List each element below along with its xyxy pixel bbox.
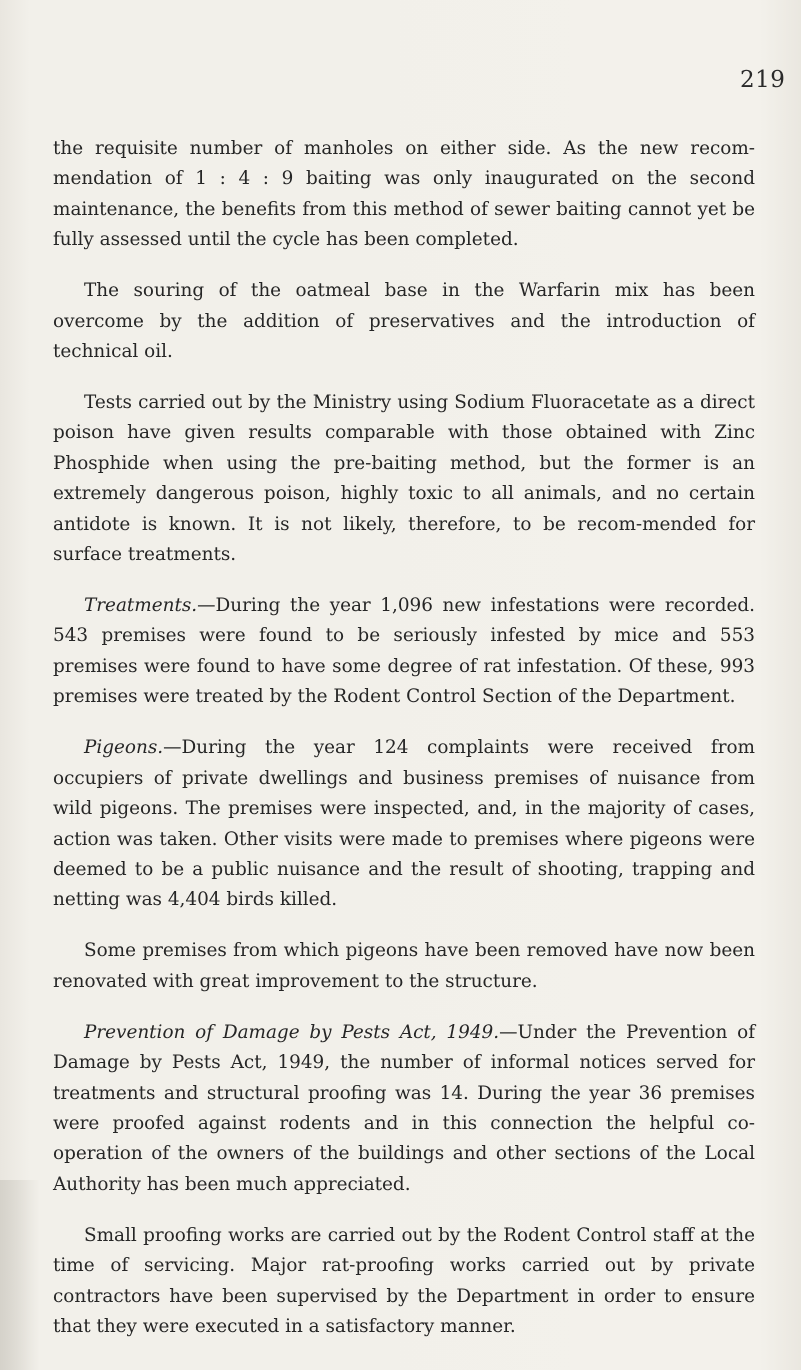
paragraph-treatments — [53, 591, 755, 713]
paragraph-text: —During the year 124 complaints were received from occupiers of private dwellings and business premises of nuisance from wild pigeons. The premises were inspected, and, in the majority of cases, action was taken. Other visits were made to premises where pigeons were deemed to be a public nuisance and the result of shooting, trapping and netting was 4,404 birds killed. — [53, 737, 755, 911]
section-heading-prevention-act: Prevention of Damage by Pests Act, 1949. — [84, 1021, 500, 1043]
paragraph-manholes — [53, 134, 755, 256]
section-heading-pigeons: Pigeons. — [84, 737, 164, 759]
paragraph-text: The souring of the oatmeal base in the Warfarin mix has been overcome by the addition of preservatives and the introduction of technical oil. — [53, 280, 755, 363]
paragraph-text: —During the year 1,096 new infestations were recorded. 543 premises were found to be seriously infested by mice and 553 premises were found to have some degree of rat infestation. Of these, 993 premises were treated by the Rodent Control Section of the Department. — [53, 595, 755, 708]
section-heading-treatments: Treatments. — [84, 595, 198, 617]
body-text — [53, 134, 755, 1363]
page-number: 219 — [740, 67, 786, 93]
paragraph-text: —Under the Prevention of Damage by Pests Act, 1949, the number of informal notices served for treatments and structural proofing was 14. During the year 36 premises were proofed against rodents and in this connection the helpful co-operation of the owners of the buildings and other sections of the Local Authority has been much appreciated. — [53, 1021, 756, 1195]
paragraph-prevention-act — [53, 1018, 755, 1200]
paragraph-text: the requisite number of manholes on either side. As the new recom-mendation of 1 : 4 : 9 baiting was only inaugurated on the second maintenance, the benefits from this method of sewer baiting cannot yet be fully assessed until the cycle has been completed. — [53, 138, 755, 251]
paragraph-pigeons — [53, 733, 755, 915]
paragraph-renovated-premises — [53, 936, 755, 997]
page-edge-shadow — [0, 1180, 40, 1370]
paragraph-proofing-works — [53, 1221, 755, 1343]
paragraph-text: Some premises from which pigeons have been removed have now been renovated with great improvement to the structure. — [53, 940, 755, 992]
paragraph-sodium-fluoracetate — [53, 388, 755, 570]
paragraph-oatmeal-souring — [53, 276, 755, 367]
paragraph-text: Small proofing works are carried out by the Rodent Control staff at the time of servicing. Major rat-proofing works carried out by private contractors have been supervised by the Department in order to ensure that they were executed in a satisfactory manner. — [53, 1224, 755, 1337]
paragraph-text: Tests carried out by the Ministry using Sodium Fluoracetate as a direct poison have given results comparable with those obtained with Zinc Phosphide when using the pre-baiting method, but the former is an extremely dangerous poison, highly toxic to all animals, and no certain antidote is known. It is not likely, therefore, to be recom-mended for surface treatments. — [53, 392, 755, 566]
